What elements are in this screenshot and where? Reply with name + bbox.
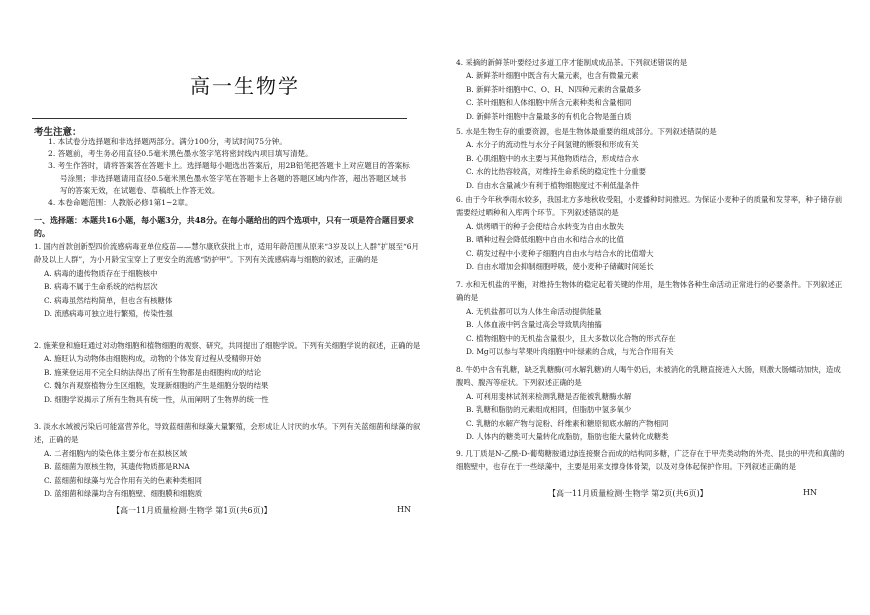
question-stem: 7. 水和无机盐的平衡，对维持生物体的稳定起着关键的作用，是生物体各种生命活动正常进行的必要条件。下列叙述正确的是	[456, 280, 843, 303]
option: A. 可利用斐林试剂来检测乳糖是否能被乳糖酶水解	[466, 391, 632, 401]
option: D. 新鲜茶叶细胞中含量最多的有机化合物是蛋白质	[466, 111, 632, 121]
option: C. 病毒虽然结构简单，但也含有核糖体	[44, 295, 173, 305]
question-6	[456, 193, 846, 273]
footer-right	[548, 488, 817, 499]
option: B. 病毒不属于生命系统的结构层次	[44, 282, 158, 292]
question-5	[456, 125, 846, 192]
question-stem: 4. 采摘的新鲜茶叶要经过多道工序才能制成成品茶。下列叙述错误的是	[456, 58, 688, 67]
footer-text: 【高一11月质量检测·生物学 第1页(共6页)】	[112, 506, 272, 515]
option: A. 新鲜茶叶细胞中既含有大量元素，也含有微量元素	[466, 71, 639, 81]
section-heading: 一、选择题：本题共16小题，每小题3分，共48分。在每小题给出的四个选项中，只有一项是符合题目要求的。	[34, 215, 414, 238]
question-2	[34, 339, 424, 406]
footer-left	[112, 505, 411, 516]
footer-code: HN	[803, 488, 817, 497]
question-stem: 3. 淡水水域被污染后可能富营养化，导致蓝细菌和绿藻大量繁殖，会形成让人讨厌的水华。下列有关蓝细菌和绿藻的叙述，正确的是	[34, 422, 421, 445]
option: A. 烘烤晒干的种子会使结合水转变为自由水散失	[466, 221, 624, 231]
option: C. 魏尔肖观察植物分生区细胞，发现新细胞的产生是细胞分裂的结果	[44, 381, 269, 391]
option: C. 萌发过程中小麦种子细胞内自由水与结合水的比值增大	[466, 248, 654, 258]
option: A. 病毒的遗传物质存在于细胞核中	[44, 268, 158, 278]
footer-code: HN	[397, 505, 411, 514]
question-1	[34, 240, 424, 320]
option: D. 细胞学说揭示了所有生物具有统一性，从而阐明了生物界的统一性	[44, 394, 269, 404]
option: B. 施莱登运用不完全归纳法得出了所有生物都是由细胞构成的结论	[44, 367, 262, 377]
option: B. 心肌细胞中的水主要与其他物质结合，形成结合水	[466, 153, 639, 163]
question-8	[456, 363, 846, 443]
option: B. 乳糖和脂肪的元素组成相同，但脂肪中氢多氧少	[466, 405, 632, 415]
option: A. 无机盐都可以为人体生命活动提供能量	[466, 306, 602, 316]
question-stem: 6. 由于今年秋季雨水较多，我国北方多地秋收受阻，小麦播种时间推迟。为保证小麦种子的质量和发芽率，种子储存前需要经过晒种和入库两个环节。下列叙述错误的是	[456, 195, 843, 218]
page-title: 高一生物学	[190, 74, 300, 98]
option: C. 茶叶细胞和人体细胞中所含元素种类和含量相同	[466, 98, 632, 108]
option: D. 人体内的糖类可大量转化成脂肪，脂肪也能大量转化成糖类	[466, 432, 669, 442]
question-stem: 9. 几丁质是N-乙酰-D-葡萄糖胺通过β连接聚合而成的结构同多糖，广泛存在于甲壳类动物的外壳、昆虫的甲壳和真菌的细胞壁中，也存在于一些绿藻中，主要是用来支撑身体骨架，以及对身体起保护作用。下列叙述正确的是	[456, 449, 845, 472]
question-9	[456, 447, 846, 474]
notice-item: 4. 本卷命题范围：人教版必修1第1~2章。	[48, 198, 193, 208]
option: B. 人体血液中钙含量过高会导致肌肉抽搐	[466, 320, 602, 330]
footer-text: 【高一11月质量检测·生物学 第2页(共6页)】	[548, 489, 708, 498]
option: B. 蓝细菌为原核生物，其遗传物质都是RNA	[44, 462, 190, 472]
option: C. 乳糖的水解产物与淀粉、纤维素和糖原彻底水解的产物相同	[466, 418, 669, 428]
option: C. 植物细胞中的无机盐含量很少，且大多数以化合物的形式存在	[466, 333, 676, 343]
notice-item: 3. 考生作答时，请将答案答在答题卡上。选择题每小题选出答案后，用2B铅笔把答题卡上对应题目的答案标号涂黑；非选择题请用直径0.5毫米黑色墨水签字笔在答题卡上各题的答题区域内作答，超出答题区域书写的答案无效，在试题卷、草稿纸上作答无效。	[48, 161, 410, 195]
option: D. 流感病毒可独立进行繁殖，传染性强	[44, 309, 173, 319]
notice-heading: 考生注意：	[34, 127, 82, 138]
question-7	[456, 278, 846, 358]
question-stem: 5. 水是生物生存的重要资源，也是生物体最重要的组成部分。下列叙述错误的是	[456, 127, 717, 136]
option: A. 水分子的流动性与水分子间氢键的断裂和形成有关	[466, 140, 639, 150]
question-stem: 8. 牛奶中含有乳糖，缺乏乳糖酶(可水解乳糖)的人喝牛奶后，未被消化的乳糖直接进入大肠，则激大肠蠕动加快，造成腹鸣、腹泻等症状。下列叙述正确的是	[456, 365, 841, 388]
option: C. 水的比热容较高，对维持生命系统的稳定性十分重要	[466, 167, 647, 177]
divider	[32, 118, 407, 119]
option: B. 晒种过程会降低细胞中自由水和结合水的比值	[466, 235, 624, 245]
option: D. 自由水增加会抑制细胞呼吸，使小麦种子储藏时间延长	[466, 262, 654, 272]
question-stem: 2. 施莱登和施旺通过对动物细胞和植物细胞的观察、研究，共同提出了细胞学说。下列有关细胞学说的叙述，正确的是	[34, 341, 421, 350]
option: D. 蓝细菌和绿藻均含有细胞壁、细胞膜和细胞质	[44, 489, 203, 499]
option: D. 自由水含量减少有利于植物细胞度过不利低温条件	[466, 180, 639, 190]
notice-item: 1. 本试卷分选择题和非选择题两部分。满分100分，考试时间75分钟。	[48, 137, 287, 146]
option: A. 施旺认为动物体由细胞构成，动物的个体发育过程从受精卵开始	[44, 354, 261, 364]
question-stem: 1. 国内首款创新型四价流感病毒亚单位疫苗——慧尔康欣获批上市，适用年龄范围从原来“3岁及以上人群”扩展至“6月龄及以上人群”，为小月龄宝宝穿上了更安全的流感“防护甲”。下列有关流感病毒与细胞的叙述，正确的是	[34, 242, 419, 265]
notice-list	[48, 136, 413, 209]
option: A. 二者细胞内的染色体主要分布在拟核区域	[44, 448, 188, 458]
option: C. 蓝细菌和绿藻与光合作用有关的色素种类相同	[44, 475, 202, 485]
option: B. 新鲜茶叶细胞中C、O、H、N四种元素的含量最多	[466, 84, 642, 94]
option: D. Mg可以参与苹果叶肉细胞中叶绿素的合成，与光合作用有关	[466, 347, 674, 357]
question-4	[456, 56, 846, 123]
notice-item: 2. 答题前，考生务必用直径0.5毫米黑色墨水签字笔将密封线内项目填写清楚。	[48, 149, 313, 159]
question-3	[34, 420, 424, 500]
